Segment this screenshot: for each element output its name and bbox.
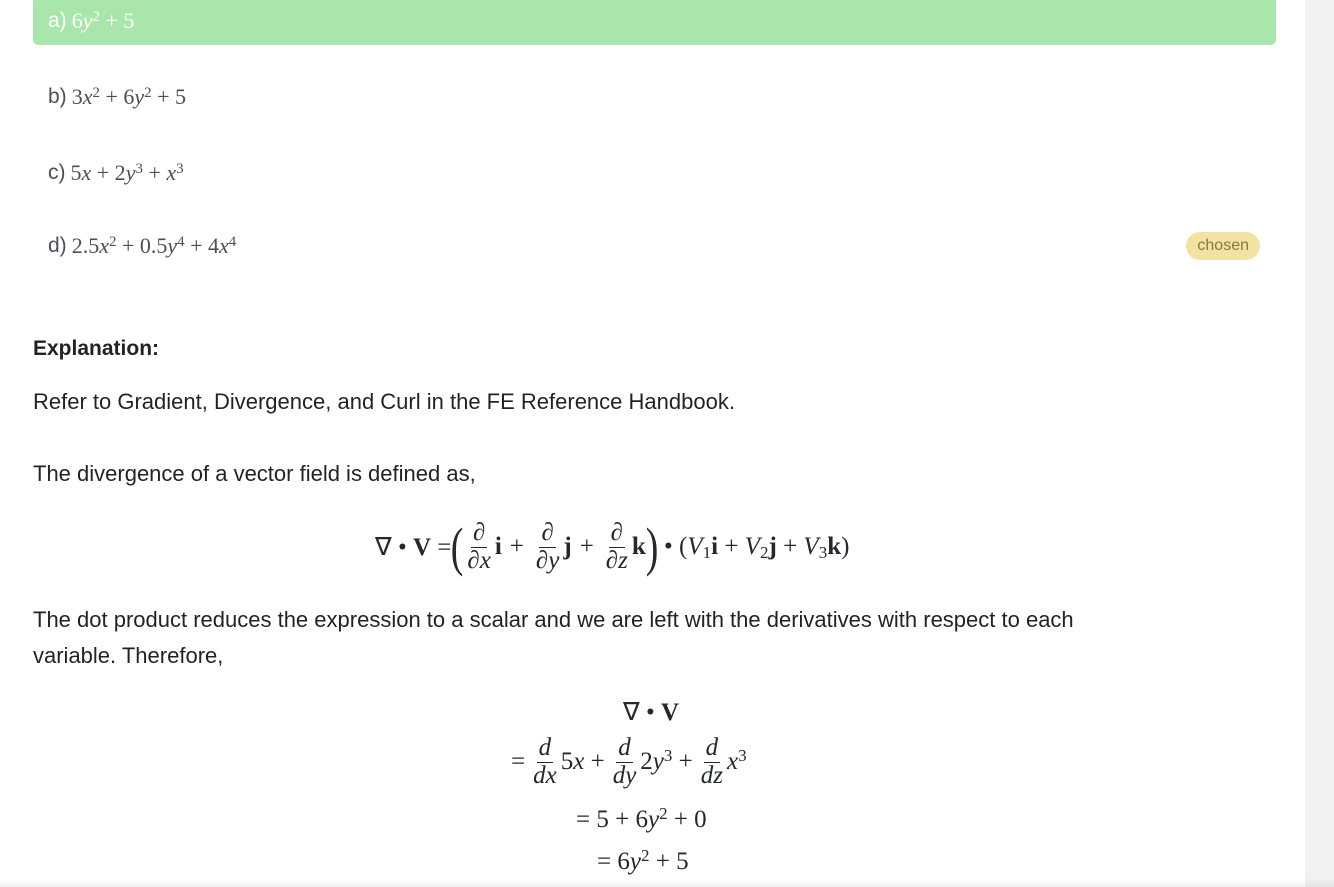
option-letter: b) bbox=[48, 85, 67, 108]
derivation-line-1: ∇ • V bbox=[623, 699, 680, 726]
option-letter: a) bbox=[48, 9, 67, 32]
answer-option-a[interactable] bbox=[33, 0, 1276, 45]
explanation-paragraph: variable. Therefore, bbox=[33, 643, 224, 668]
chosen-badge: chosen bbox=[1186, 232, 1260, 260]
option-letter: d) bbox=[48, 234, 67, 257]
option-expression: $3x^2 + 6y^2 + 5$ bbox=[71, 84, 187, 109]
explanation-heading: Explanation: bbox=[33, 337, 160, 360]
bottom-shadow bbox=[0, 879, 1334, 887]
option-expression: $5x + 2y^3 + x^3$ bbox=[70, 160, 184, 185]
option-letter: c) bbox=[48, 161, 66, 184]
derivation-line-2: = $\frac{d}{dx}$ 5x + $\frac{d}{dy}$ $2y^3$ + $\frac{d}{dz}$ $x^3$ bbox=[511, 734, 747, 789]
answer-option-c[interactable] bbox=[33, 149, 1276, 197]
explanation-paragraph: Refer to Gradient, Divergence, and Curl in the FE Reference Handbook. bbox=[33, 389, 735, 414]
answer-option-d[interactable] bbox=[33, 222, 1276, 270]
derivation-line-3: = $5 + 6y^2 + 0$ bbox=[576, 803, 707, 833]
option-expression: $2.5x^2 + 0.5y^4 + 4x^4$ bbox=[71, 233, 237, 258]
explanation-paragraph: The divergence of a vector field is defined as, bbox=[33, 461, 476, 486]
answer-option-b[interactable] bbox=[33, 73, 1276, 121]
derivation-line-4: = $6y^2 + 5$ bbox=[597, 845, 689, 875]
divergence-definition-equation: ∇ • V = ( $\frac{\partial}{\partial x}$ i + $\frac{\partial}{\partial y}$ j + $\frac{\partial}{\partial z}$ k ) • $(V_1i + V_2j + V_3k)$ bbox=[375, 517, 850, 577]
option-expression: $6y^2 + 5$ bbox=[71, 8, 135, 33]
explanation-paragraph: The dot product reduces the expression to a scalar and we are left with the derivatives with respect to each bbox=[33, 607, 1074, 632]
